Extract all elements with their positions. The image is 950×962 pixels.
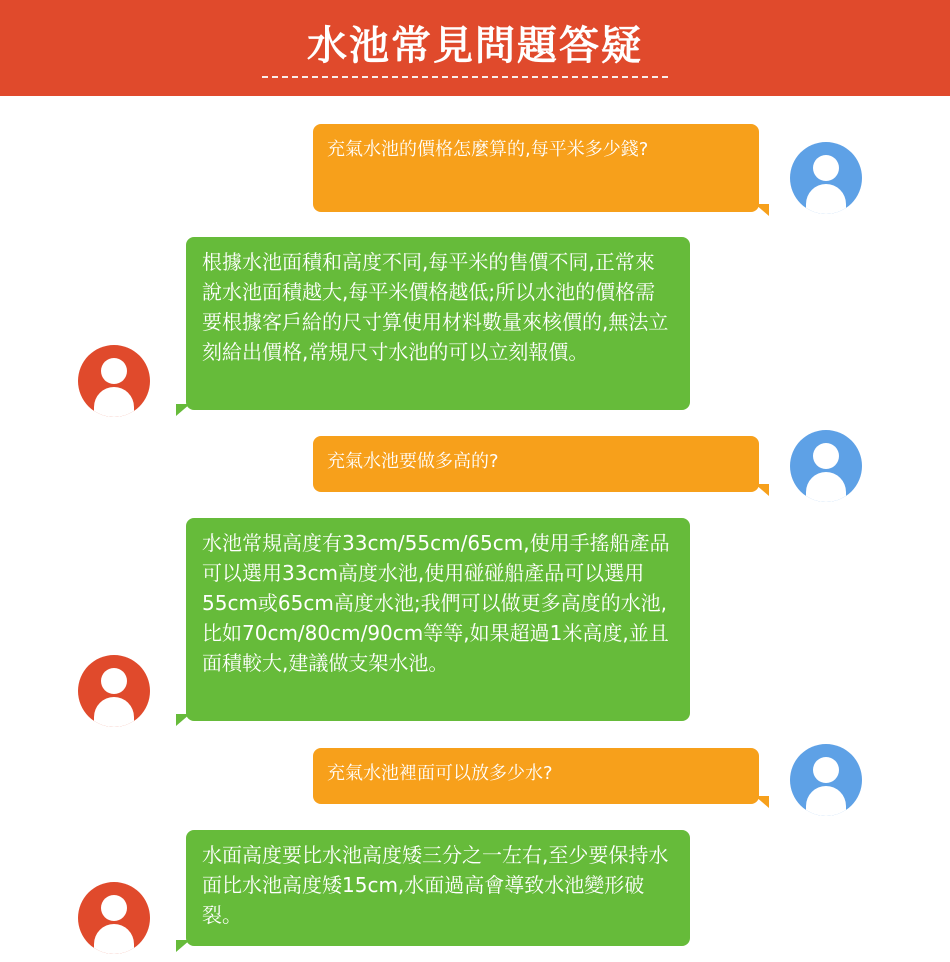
question-bubble-tail [755, 484, 769, 496]
question-bubble-tail [755, 796, 769, 808]
answer-bubble-tail [176, 714, 190, 726]
question-text: 充氣水池的價格怎麼算的,每平米多少錢? [327, 139, 649, 160]
answer-bubble [186, 518, 690, 721]
page-title: 水池常見問題答疑 [307, 23, 643, 69]
answer-text: 根據水池面積和高度不同,每平米的售價不同,正常來說水池面積越大,每平米價格越低;所以水池的價格需要根據客戶給的尺寸算使用材料數量來核價的,無法立刻給出價格,常規尺寸水池的可以立刻報價。 [202, 250, 669, 364]
answer-bubble [186, 830, 690, 946]
answer-text: 水面高度要比水池高度矮三分之一左右,至少要保持水面比水池高度矮15cm,水面過高會導致水池變形破裂。 [202, 843, 669, 927]
staff-avatar-icon [78, 655, 150, 727]
answer-bubble-tail [176, 404, 190, 416]
user-avatar-icon [790, 744, 862, 816]
user-avatar-icon [790, 430, 862, 502]
title-divider [262, 76, 668, 78]
question-bubble [313, 436, 759, 492]
question-text: 充氣水池要做多高的? [327, 451, 499, 472]
question-bubble [313, 124, 759, 212]
answer-text: 水池常規高度有33cm/55cm/65cm,使用手搖船產品可以選用33cm高度水池,使用碰碰船產品可以選用55cm或65cm高度水池;我們可以做更多高度的水池,比如70cm/80cm/90cm等等,如果超過1米高度,並且面積較大,建議做支架水池。 [202, 531, 670, 675]
answer-bubble-tail [176, 940, 190, 952]
question-bubble-tail [755, 204, 769, 216]
staff-avatar-icon [78, 882, 150, 954]
header-banner [0, 0, 950, 96]
question-text: 充氣水池裡面可以放多少水? [327, 763, 553, 784]
user-avatar-icon [790, 142, 862, 214]
question-bubble [313, 748, 759, 804]
answer-bubble [186, 237, 690, 410]
staff-avatar-icon [78, 345, 150, 417]
